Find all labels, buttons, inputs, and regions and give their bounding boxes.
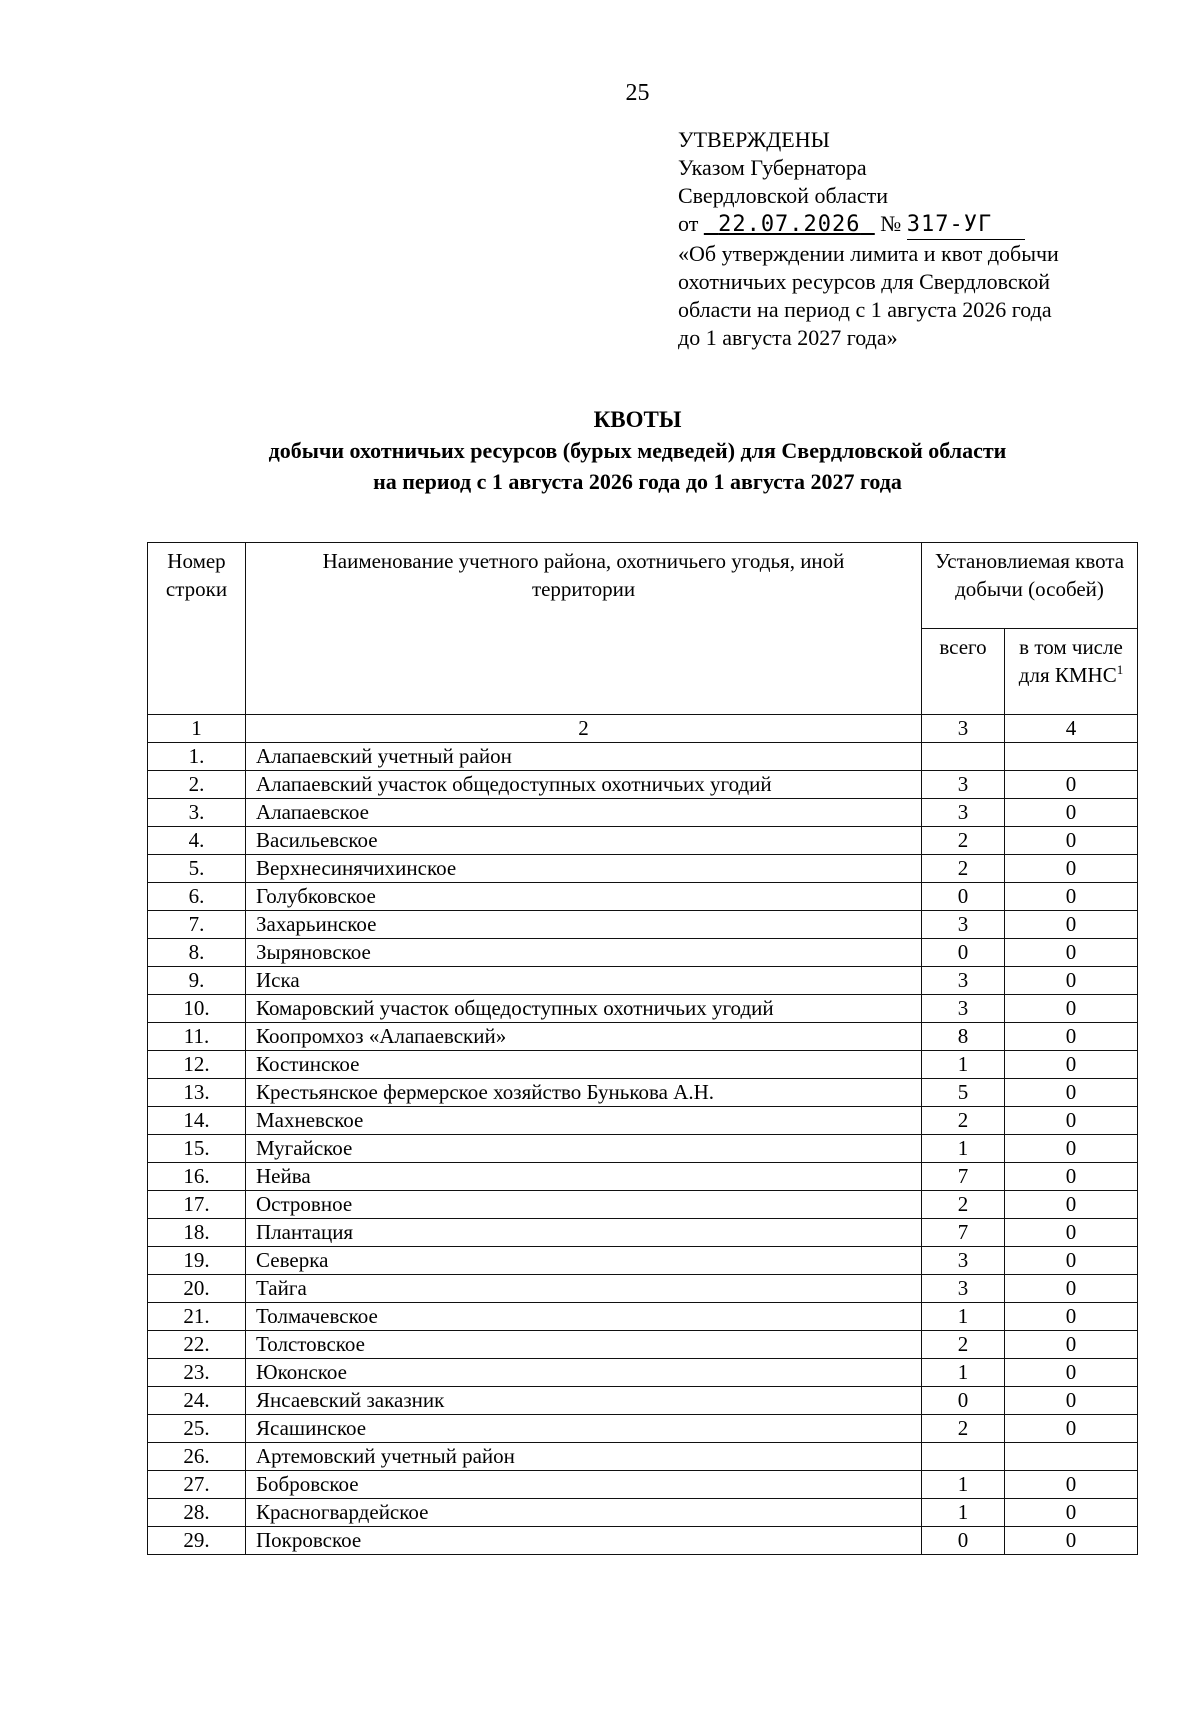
- row-number-cell: 27.: [148, 1471, 246, 1499]
- table-row: [148, 1023, 1138, 1051]
- decree-number: 317-УГ: [906, 212, 993, 237]
- index-cell: 1: [148, 715, 246, 743]
- table-row: [148, 939, 1138, 967]
- territory-name-cell: Островное: [246, 1191, 922, 1219]
- table-row: [148, 743, 1138, 771]
- quota-total-cell: 1: [922, 1359, 1005, 1387]
- quota-total-cell: 2: [922, 1107, 1005, 1135]
- quota-kmns-cell: 0: [1005, 1415, 1138, 1443]
- quota-kmns-cell: 0: [1005, 939, 1138, 967]
- quota-total-cell: 2: [922, 1331, 1005, 1359]
- row-number-cell: 11.: [148, 1023, 246, 1051]
- row-number-cell: 7.: [148, 911, 246, 939]
- quota-total-cell: 8: [922, 1023, 1005, 1051]
- territory-name-cell: Тайга: [246, 1275, 922, 1303]
- row-number-cell: 19.: [148, 1247, 246, 1275]
- quota-total-cell: 5: [922, 1079, 1005, 1107]
- territory-name-cell: Алапаевское: [246, 799, 922, 827]
- quota-total-cell: 1: [922, 1499, 1005, 1527]
- header-territory-name: Наименование учетного района, охотничьего угодья, иной территории: [246, 543, 922, 715]
- territory-name-cell: Толстовское: [246, 1331, 922, 1359]
- quota-kmns-cell: 0: [1005, 911, 1138, 939]
- quota-kmns-cell: 0: [1005, 1499, 1138, 1527]
- territory-name-cell: Толмачевское: [246, 1303, 922, 1331]
- quota-total-cell: 3: [922, 1247, 1005, 1275]
- table-row: [148, 1079, 1138, 1107]
- table-row: [148, 1527, 1138, 1555]
- quota-total-cell: 3: [922, 967, 1005, 995]
- table-row: [148, 1303, 1138, 1331]
- index-cell: 4: [1005, 715, 1138, 743]
- table-row: [148, 855, 1138, 883]
- approval-line: Указом Губернатора: [678, 155, 867, 180]
- row-number-cell: 12.: [148, 1051, 246, 1079]
- table-row: [148, 1275, 1138, 1303]
- approval-line: Свердловской области: [678, 183, 888, 208]
- row-number-cell: 24.: [148, 1387, 246, 1415]
- quota-total-cell: 3: [922, 995, 1005, 1023]
- quota-kmns-cell: 0: [1005, 771, 1138, 799]
- territory-name-cell: Зыряновское: [246, 939, 922, 967]
- table-row: [148, 967, 1138, 995]
- row-number-cell: 4.: [148, 827, 246, 855]
- table-row: [148, 1219, 1138, 1247]
- decree-date: 22.07.2026: [718, 212, 861, 237]
- quota-kmns-cell: 0: [1005, 1107, 1138, 1135]
- quota-kmns-cell: 0: [1005, 1387, 1138, 1415]
- quota-total-cell: 2: [922, 827, 1005, 855]
- territory-name-cell: Махневское: [246, 1107, 922, 1135]
- table-row: [148, 1499, 1138, 1527]
- quota-total-cell: 1: [922, 1471, 1005, 1499]
- decree-title-line: «Об утверждении лимита и квот добычи: [678, 241, 1059, 266]
- table-row: [148, 911, 1138, 939]
- page-number: 25: [625, 80, 650, 106]
- table-row: [148, 995, 1138, 1023]
- quota-kmns-cell: 0: [1005, 1331, 1138, 1359]
- index-cell: 3: [922, 715, 1005, 743]
- quota-total-cell: 0: [922, 939, 1005, 967]
- quota-kmns-cell: 0: [1005, 1275, 1138, 1303]
- approval-line: УТВЕРЖДЕНЫ: [678, 127, 830, 152]
- quota-kmns-cell: 0: [1005, 1527, 1138, 1555]
- territory-name-cell: Костинское: [246, 1051, 922, 1079]
- territory-name-cell: Бобровское: [246, 1471, 922, 1499]
- row-number-cell: 26.: [148, 1443, 246, 1471]
- quota-total-cell: 0: [922, 1387, 1005, 1415]
- territory-name-cell: Мугайское: [246, 1135, 922, 1163]
- row-number-cell: 10.: [148, 995, 246, 1023]
- row-number-cell: 5.: [148, 855, 246, 883]
- table-row: [148, 1163, 1138, 1191]
- row-number-cell: 3.: [148, 799, 246, 827]
- table-row: [148, 827, 1138, 855]
- quota-kmns-cell: 0: [1005, 1191, 1138, 1219]
- row-number-cell: 2.: [148, 771, 246, 799]
- quota-kmns-cell: 0: [1005, 1471, 1138, 1499]
- row-number-cell: 14.: [148, 1107, 246, 1135]
- quota-total-cell: 3: [922, 1275, 1005, 1303]
- table-row: [148, 1331, 1138, 1359]
- quota-total-cell: 2: [922, 1191, 1005, 1219]
- quota-kmns-cell: 0: [1005, 967, 1138, 995]
- territory-name-cell: Ясашинское: [246, 1415, 922, 1443]
- quota-total-cell: 1: [922, 1135, 1005, 1163]
- territory-name-cell: Захарьинское: [246, 911, 922, 939]
- territory-name-cell: Верхнесинячихинское: [246, 855, 922, 883]
- row-number-cell: 21.: [148, 1303, 246, 1331]
- row-number-cell: 20.: [148, 1275, 246, 1303]
- header-total: всего: [922, 629, 1005, 715]
- quota-total-cell: 1: [922, 1303, 1005, 1331]
- quota-kmns-cell: 0: [1005, 1051, 1138, 1079]
- row-number-cell: 17.: [148, 1191, 246, 1219]
- quota-total-cell: 2: [922, 855, 1005, 883]
- table-row: [148, 1387, 1138, 1415]
- quota-kmns-cell: 0: [1005, 1247, 1138, 1275]
- number-prefix: №: [880, 211, 902, 236]
- row-number-cell: 13.: [148, 1079, 246, 1107]
- territory-name-cell: Плантация: [246, 1219, 922, 1247]
- header-quota: Установлиемая квота добычи (особей): [922, 543, 1138, 629]
- table-row: [148, 1471, 1138, 1499]
- territory-name-cell: Янсаевский заказник: [246, 1387, 922, 1415]
- row-number-cell: 28.: [148, 1499, 246, 1527]
- quota-total-cell: [922, 743, 1005, 771]
- table-row: [148, 1051, 1138, 1079]
- territory-name-cell: Васильевское: [246, 827, 922, 855]
- quota-total-cell: [922, 1443, 1005, 1471]
- decree-title-line: области на период с 1 августа 2026 года: [678, 297, 1052, 322]
- date-prefix: от: [678, 211, 699, 236]
- header-row-number: Номер строки: [148, 543, 246, 715]
- quota-kmns-cell: 0: [1005, 799, 1138, 827]
- table-row: [148, 1415, 1138, 1443]
- quota-total-cell: 3: [922, 911, 1005, 939]
- quota-total-cell: 3: [922, 799, 1005, 827]
- territory-name-cell: Нейва: [246, 1163, 922, 1191]
- territory-name-cell: Северка: [246, 1247, 922, 1275]
- quota-kmns-cell: [1005, 743, 1138, 771]
- quota-kmns-cell: 0: [1005, 1023, 1138, 1051]
- quota-kmns-cell: 0: [1005, 827, 1138, 855]
- row-number-cell: 18.: [148, 1219, 246, 1247]
- row-number-cell: 8.: [148, 939, 246, 967]
- territory-name-cell: Коопромхоз «Алапаевский»: [246, 1023, 922, 1051]
- decree-title-line: охотничьих ресурсов для Свердловской: [678, 269, 1051, 294]
- row-number-cell: 16.: [148, 1163, 246, 1191]
- quota-total-cell: 3: [922, 771, 1005, 799]
- territory-name-cell: Комаровский участок общедоступных охотничьих угодий: [246, 995, 922, 1023]
- territory-name-cell: Крестьянское фермерское хозяйство Бунькова А.Н.: [246, 1079, 922, 1107]
- table-row: [148, 1359, 1138, 1387]
- territory-name-cell: Голубковское: [246, 883, 922, 911]
- row-number-cell: 22.: [148, 1331, 246, 1359]
- quota-kmns-cell: 0: [1005, 1219, 1138, 1247]
- quota-kmns-cell: [1005, 1443, 1138, 1471]
- decree-title-line: до 1 августа 2027 года»: [678, 325, 898, 350]
- territory-name-cell: Алапаевский участок общедоступных охотничьих угодий: [246, 771, 922, 799]
- quota-kmns-cell: 0: [1005, 1163, 1138, 1191]
- quota-total-cell: 0: [922, 1527, 1005, 1555]
- header-kmns: в том числе для КМНС$^1$: [1005, 629, 1138, 715]
- heading-line: на период с 1 августа 2026 года до 1 августа 2027 года: [373, 469, 902, 494]
- quota-kmns-cell: 0: [1005, 855, 1138, 883]
- quota-kmns-cell: 0: [1005, 883, 1138, 911]
- row-number-cell: 9.: [148, 967, 246, 995]
- row-number-cell: 1.: [148, 743, 246, 771]
- table-row: [148, 799, 1138, 827]
- territory-name-cell: Алапаевский учетный район: [246, 743, 922, 771]
- approval-block: [678, 126, 1059, 352]
- table-row: [148, 1135, 1138, 1163]
- index-cell: 2: [246, 715, 922, 743]
- row-number-cell: 15.: [148, 1135, 246, 1163]
- table-row: [148, 1443, 1138, 1471]
- row-number-cell: 29.: [148, 1527, 246, 1555]
- territory-name-cell: Красногвардейское: [246, 1499, 922, 1527]
- table-row: [148, 883, 1138, 911]
- quota-kmns-cell: 0: [1005, 995, 1138, 1023]
- quota-kmns-cell: 0: [1005, 1135, 1138, 1163]
- quota-total-cell: 0: [922, 883, 1005, 911]
- document-heading: [0, 404, 1200, 497]
- row-number-cell: 25.: [148, 1415, 246, 1443]
- quota-kmns-cell: 0: [1005, 1303, 1138, 1331]
- quota-total-cell: 2: [922, 1415, 1005, 1443]
- row-number-cell: 6.: [148, 883, 246, 911]
- table-row: [148, 1191, 1138, 1219]
- territory-name-cell: Покровское: [246, 1527, 922, 1555]
- quota-total-cell: 7: [922, 1163, 1005, 1191]
- quota-kmns-cell: 0: [1005, 1359, 1138, 1387]
- territory-name-cell: Юконское: [246, 1359, 922, 1387]
- row-number-cell: 23.: [148, 1359, 246, 1387]
- table-row: [148, 1107, 1138, 1135]
- quota-total-cell: 7: [922, 1219, 1005, 1247]
- quota-table: [147, 542, 1138, 1555]
- quota-kmns-cell: 0: [1005, 1079, 1138, 1107]
- table-row: [148, 1247, 1138, 1275]
- column-index-row: [148, 715, 1138, 743]
- approval-date-line: [678, 210, 1059, 240]
- quota-total-cell: 1: [922, 1051, 1005, 1079]
- territory-name-cell: Иска: [246, 967, 922, 995]
- heading-title: КВОТЫ: [593, 407, 682, 432]
- heading-line: добычи охотничьих ресурсов (бурых медведей) для Свердловской области: [268, 438, 1007, 463]
- territory-name-cell: Артемовский учетный район: [246, 1443, 922, 1471]
- table-row: [148, 771, 1138, 799]
- footnote-marker: 1: [1116, 662, 1124, 677]
